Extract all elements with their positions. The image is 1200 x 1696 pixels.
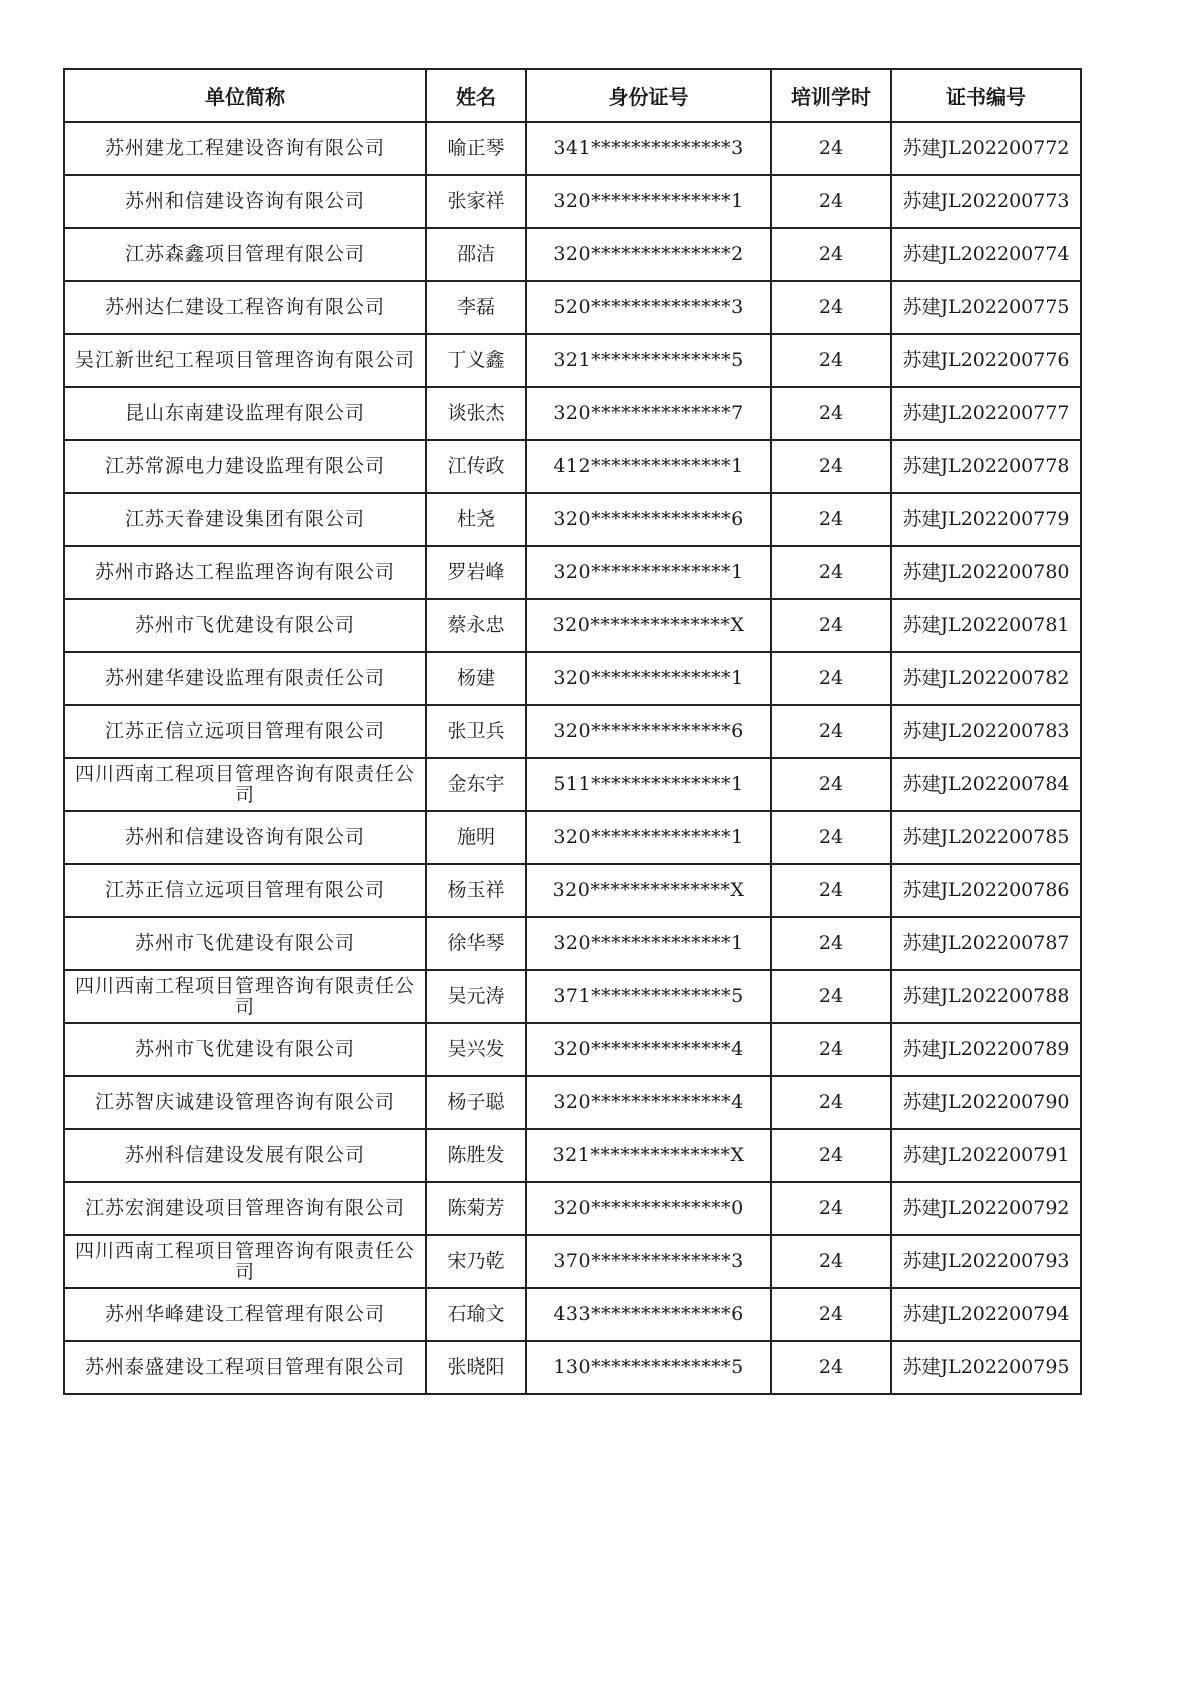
cell-unit: 苏州和信建设咨询有限公司 [64,811,426,864]
cell-id-number: 371**************5 [526,970,771,1023]
cell-training-hours: 24 [771,281,891,334]
table-row [64,1288,1081,1341]
cell-unit: 苏州市飞优建设有限公司 [64,599,426,652]
cell-unit: 江苏宏润建设项目管理咨询有限公司 [64,1182,426,1235]
cell-name: 张晓阳 [426,1341,526,1394]
cell-certificate-number: 苏建JL202200788 [891,970,1081,1023]
table-row [64,1235,1081,1288]
cell-training-hours: 24 [771,1023,891,1076]
cell-training-hours: 24 [771,1235,891,1288]
cell-name: 宋乃乾 [426,1235,526,1288]
cell-training-hours: 24 [771,1129,891,1182]
cell-certificate-number: 苏建JL202200789 [891,1023,1081,1076]
cell-name: 金东宇 [426,758,526,811]
cell-name: 张家祥 [426,175,526,228]
cell-name: 丁义鑫 [426,334,526,387]
cell-name: 喻正琴 [426,122,526,175]
table-row [64,228,1081,281]
cell-name: 杨建 [426,652,526,705]
cell-unit: 苏州科信建设发展有限公司 [64,1129,426,1182]
cell-unit: 江苏正信立远项目管理有限公司 [64,705,426,758]
cell-training-hours: 24 [771,652,891,705]
table-row [64,1341,1081,1394]
cell-id-number: 320**************1 [526,546,771,599]
table-row [64,440,1081,493]
cell-id-number: 321**************X [526,1129,771,1182]
cell-name: 陈胜发 [426,1129,526,1182]
cell-id-number: 341**************3 [526,122,771,175]
cell-id-number: 520**************3 [526,281,771,334]
cell-unit: 苏州市飞优建设有限公司 [64,917,426,970]
cell-certificate-number: 苏建JL202200793 [891,1235,1081,1288]
header-unit: 单位简称 [64,69,426,122]
cell-training-hours: 24 [771,440,891,493]
cell-name: 陈菊芳 [426,1182,526,1235]
cell-training-hours: 24 [771,493,891,546]
cell-id-number: 320**************1 [526,652,771,705]
cell-name: 蔡永忠 [426,599,526,652]
table-header [64,69,1081,122]
cell-unit: 昆山东南建设监理有限公司 [64,387,426,440]
cell-training-hours: 24 [771,546,891,599]
cell-unit: 苏州市飞优建设有限公司 [64,1023,426,1076]
cell-certificate-number: 苏建JL202200787 [891,917,1081,970]
table-row [64,705,1081,758]
cell-training-hours: 24 [771,175,891,228]
cell-unit: 江苏常源电力建设监理有限公司 [64,440,426,493]
table-row [64,1182,1081,1235]
cell-id-number: 320**************6 [526,705,771,758]
table-row [64,652,1081,705]
cell-name: 李磊 [426,281,526,334]
cell-certificate-number: 苏建JL202200790 [891,1076,1081,1129]
cell-name: 谈张杰 [426,387,526,440]
cell-unit: 江苏正信立远项目管理有限公司 [64,864,426,917]
table-row [64,864,1081,917]
cell-unit: 江苏天眷建设集团有限公司 [64,493,426,546]
header-name: 姓名 [426,69,526,122]
cell-training-hours: 24 [771,758,891,811]
cell-training-hours: 24 [771,864,891,917]
cell-training-hours: 24 [771,1182,891,1235]
cell-id-number: 320**************1 [526,917,771,970]
cell-unit: 四川西南工程项目管理咨询有限责任公司 [64,1235,426,1288]
cell-certificate-number: 苏建JL202200785 [891,811,1081,864]
cell-name: 吴元涛 [426,970,526,1023]
cell-training-hours: 24 [771,122,891,175]
cell-training-hours: 24 [771,917,891,970]
cell-id-number: 321**************5 [526,334,771,387]
cell-name: 徐华琴 [426,917,526,970]
table-row [64,758,1081,811]
cell-certificate-number: 苏建JL202200791 [891,1129,1081,1182]
cell-id-number: 320**************X [526,864,771,917]
header-training-hours: 培训学时 [771,69,891,122]
table-row [64,281,1081,334]
cell-id-number: 320**************1 [526,811,771,864]
cell-id-number: 320**************2 [526,228,771,281]
cell-certificate-number: 苏建JL202200779 [891,493,1081,546]
cell-training-hours: 24 [771,1076,891,1129]
cell-certificate-number: 苏建JL202200774 [891,228,1081,281]
cell-unit: 苏州华峰建设工程管理有限公司 [64,1288,426,1341]
cell-id-number: 320**************4 [526,1023,771,1076]
cell-name: 江传政 [426,440,526,493]
cell-certificate-number: 苏建JL202200786 [891,864,1081,917]
table-row [64,599,1081,652]
cell-training-hours: 24 [771,1288,891,1341]
table-row [64,493,1081,546]
cell-name: 杜尧 [426,493,526,546]
cell-unit: 江苏智庆诚建设管理咨询有限公司 [64,1076,426,1129]
cell-unit: 苏州建龙工程建设咨询有限公司 [64,122,426,175]
cell-id-number: 511**************1 [526,758,771,811]
header-id-number: 身份证号 [526,69,771,122]
cell-certificate-number: 苏建JL202200795 [891,1341,1081,1394]
header-row [64,69,1081,122]
cell-unit: 四川西南工程项目管理咨询有限责任公司 [64,758,426,811]
cell-certificate-number: 苏建JL202200781 [891,599,1081,652]
cell-training-hours: 24 [771,387,891,440]
cell-unit: 苏州达仁建设工程咨询有限公司 [64,281,426,334]
cell-unit: 苏州市路达工程监理咨询有限公司 [64,546,426,599]
cell-training-hours: 24 [771,334,891,387]
table-row [64,334,1081,387]
cell-certificate-number: 苏建JL202200777 [891,387,1081,440]
cell-training-hours: 24 [771,228,891,281]
cell-id-number: 320**************4 [526,1076,771,1129]
cell-name: 杨玉祥 [426,864,526,917]
cell-id-number: 370**************3 [526,1235,771,1288]
cell-name: 石瑜文 [426,1288,526,1341]
cell-training-hours: 24 [771,970,891,1023]
cell-training-hours: 24 [771,1341,891,1394]
table-body [64,122,1081,1394]
cell-unit: 江苏森鑫项目管理有限公司 [64,228,426,281]
cell-certificate-number: 苏建JL202200792 [891,1182,1081,1235]
header-certificate-number: 证书编号 [891,69,1081,122]
table-row [64,1076,1081,1129]
cell-unit: 苏州和信建设咨询有限公司 [64,175,426,228]
cell-unit: 苏州泰盛建设工程项目管理有限公司 [64,1341,426,1394]
cell-certificate-number: 苏建JL202200773 [891,175,1081,228]
cell-id-number: 320**************6 [526,493,771,546]
cell-unit: 吴江新世纪工程项目管理咨询有限公司 [64,334,426,387]
cell-id-number: 130**************5 [526,1341,771,1394]
table-row [64,1129,1081,1182]
cell-id-number: 433**************6 [526,1288,771,1341]
cell-certificate-number: 苏建JL202200783 [891,705,1081,758]
table-row [64,970,1081,1023]
cell-certificate-number: 苏建JL202200782 [891,652,1081,705]
cell-training-hours: 24 [771,811,891,864]
cell-training-hours: 24 [771,599,891,652]
cell-name: 张卫兵 [426,705,526,758]
cell-certificate-number: 苏建JL202200775 [891,281,1081,334]
cell-certificate-number: 苏建JL202200794 [891,1288,1081,1341]
table-row [64,1023,1081,1076]
cell-name: 罗岩峰 [426,546,526,599]
cell-certificate-number: 苏建JL202200778 [891,440,1081,493]
training-roster-table [63,68,1082,1395]
cell-name: 施明 [426,811,526,864]
cell-id-number: 320**************1 [526,175,771,228]
table-row [64,546,1081,599]
cell-id-number: 412**************1 [526,440,771,493]
cell-id-number: 320**************7 [526,387,771,440]
table-row [64,175,1081,228]
cell-certificate-number: 苏建JL202200776 [891,334,1081,387]
cell-certificate-number: 苏建JL202200780 [891,546,1081,599]
cell-name: 邵洁 [426,228,526,281]
cell-certificate-number: 苏建JL202200784 [891,758,1081,811]
table-row [64,387,1081,440]
cell-id-number: 320**************X [526,599,771,652]
cell-training-hours: 24 [771,705,891,758]
cell-unit: 苏州建华建设监理有限责任公司 [64,652,426,705]
cell-name: 杨子聪 [426,1076,526,1129]
table-row [64,811,1081,864]
table-row [64,122,1081,175]
table-row [64,917,1081,970]
cell-certificate-number: 苏建JL202200772 [891,122,1081,175]
cell-name: 吴兴发 [426,1023,526,1076]
cell-id-number: 320**************0 [526,1182,771,1235]
cell-unit: 四川西南工程项目管理咨询有限责任公司 [64,970,426,1023]
